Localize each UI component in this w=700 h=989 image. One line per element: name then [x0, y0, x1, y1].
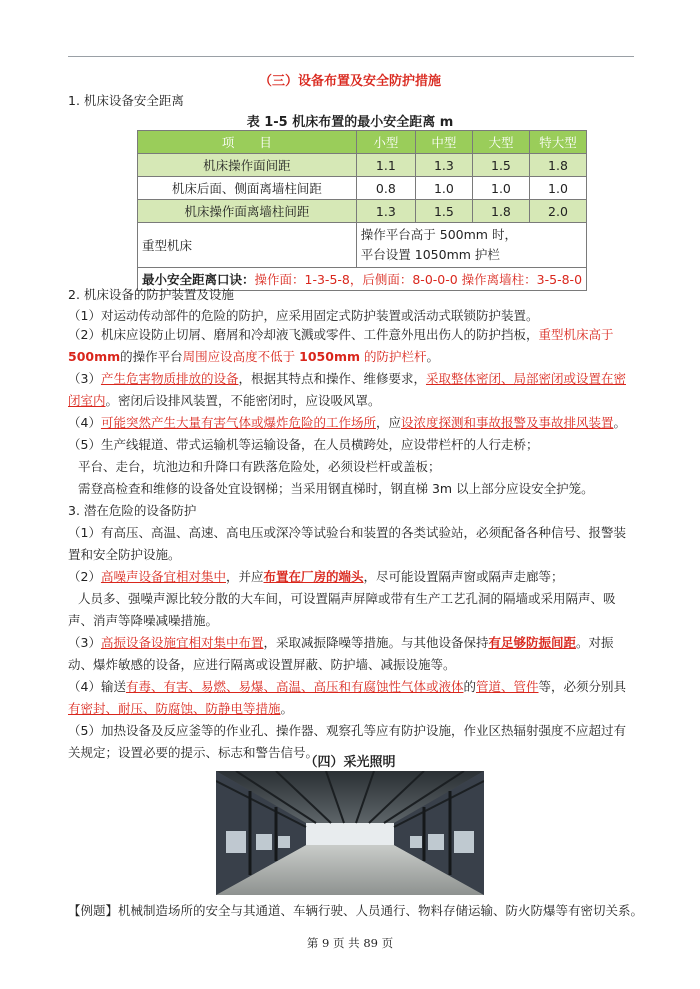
text-span: 等，必须分别具: [538, 679, 627, 694]
highlight-span: 布置在厂房的端头: [263, 569, 364, 584]
cell-value: 2.0: [529, 200, 586, 223]
warehouse-interior-image: [216, 771, 484, 895]
text-span: ，根据其特点和操作、维修要求，: [238, 371, 426, 386]
item2-p6: 平台、走台，坑池边和升降口有跌落危险处，必须设栏杆或盖板；: [78, 459, 441, 474]
text-span: ，并应: [225, 569, 264, 584]
highlight-span: 重型机床高于: [538, 327, 614, 342]
text-span: （3）: [68, 371, 101, 386]
table-row: [138, 200, 587, 223]
highlight-span: 1050mm: [299, 349, 360, 364]
text-span: （3）: [68, 635, 101, 650]
header-small: 小型: [356, 131, 415, 154]
text-span: 的: [463, 679, 476, 694]
highlight-span: 采取整体密闭、局部密闭或设置在密闭室内: [68, 371, 626, 408]
heavy-note-line-2: 平台设置 1050mm 护栏: [360, 247, 500, 262]
text-span: （4）: [68, 415, 101, 430]
highlight-span: 高噪声设备宜相对集中: [100, 569, 226, 584]
item2-p5: （5）生产线辊道、带式运输机等运输设备，在人员横跨处，应设带栏杆的人行走桥；: [68, 437, 539, 452]
text-span: 的操作平台: [120, 349, 183, 364]
mnemonic-label: 最小安全距离口诀：: [142, 272, 255, 287]
mnemonic-text: 操作面：1-3-5-8，后侧面：8-0-0-0 操作离墙柱：3-5-8-0: [254, 272, 583, 287]
table-caption: 表 1-5 机床布置的最小安全距离 m: [246, 115, 454, 130]
table-header-row: [138, 131, 587, 154]
cell-value: 1.5: [415, 200, 472, 223]
cell-value: 1.5: [472, 154, 529, 177]
highlight-span: 可能突然产生大量有害气体或爆炸危险的工作场所: [100, 415, 376, 430]
highlight-span: 产生危害物质排放的设备: [100, 371, 239, 386]
item2-p4: [68, 412, 638, 434]
row-label: 机床操作面间距: [138, 154, 357, 177]
item3-p6: （5）加热设备及反应釜等的作业孔、操作器、观察孔等应有防护设施，作业区热辐射强度不应超过有关规定；设置必要的提示、标志和警告信号。: [68, 723, 626, 760]
heavy-note-line-1: 操作平台高于 500mm 时，: [360, 227, 517, 242]
text-span: ，应: [375, 415, 401, 430]
cell-value: 1.3: [415, 154, 472, 177]
item3-heading: 3. 潜在危险的设备防护: [68, 503, 197, 518]
text-span: 。对振动、爆炸敏感的设备，应进行隔离或设置屏蔽、防护墙、减振设施等。: [68, 635, 614, 672]
header-rule: [68, 56, 634, 57]
cell-value: 1.3: [356, 200, 415, 223]
text-span: （2）机床应设防止切屑、磨屑和冷却液飞溅或零件、工件意外甩出伤人的防护挡板，: [68, 327, 539, 342]
cell-value: 1.0: [472, 177, 529, 200]
item2-heading: 2. 机床设备的防护装置及设施: [68, 287, 234, 302]
header-medium: 中型: [415, 131, 472, 154]
header-large: 大型: [472, 131, 529, 154]
section-title-layout: （三）设备布置及安全防护措施: [258, 74, 441, 89]
heavy-note: [356, 223, 586, 268]
item2-p1: （1）对运动传动部件的危险的防护，应采用固定式防护装置或活动式联锁防护装置。: [68, 308, 539, 323]
safety-distance-table: [137, 130, 587, 291]
example-text: 【例题】机械制造场所的安全与其通道、车辆行驶、人员通行、物料存储运输、防火防爆等有密切关系。: [68, 903, 644, 918]
heavy-label: 重型机床: [138, 223, 357, 268]
cell-value: 1.8: [529, 154, 586, 177]
text-span: 。: [613, 415, 627, 430]
item3-p2: [68, 566, 638, 588]
highlight-span: 有毒、有害、易燃、易爆、高温、高压和有腐蚀性气体或液体: [125, 679, 464, 694]
warehouse-photo: [216, 771, 484, 895]
cell-value: 1.0: [529, 177, 586, 200]
item2-p3: [68, 368, 634, 412]
text-span: 。: [426, 349, 439, 364]
row-label: 机床后面、侧面离墙柱间距: [138, 177, 357, 200]
text-span: ，尽可能设置隔声窗或隔声走廊等；: [363, 569, 564, 584]
highlight-span: 500mm: [68, 349, 121, 364]
item2-p2: [68, 324, 634, 368]
cell-value: 1.8: [472, 200, 529, 223]
highlight-span: 周围应设高度不低于: [182, 349, 300, 364]
highlight-span: 有密封、耐压、防腐蚀、防静电等措施: [68, 701, 281, 716]
highlight-span: 有足够防振间距: [488, 635, 576, 650]
cell-value: 1.1: [356, 154, 415, 177]
item3-p5: [68, 676, 634, 720]
text-span: ，采取减振降噪等措施。与其他设备保持: [263, 635, 489, 650]
header-xlarge: 特大型: [529, 131, 586, 154]
text-span: （4）输送: [68, 679, 126, 694]
item1-heading: 1. 机床设备安全距离: [68, 93, 184, 108]
header-item: 项 目: [138, 131, 357, 154]
section-title-lighting: （四）采光照明: [304, 755, 396, 770]
highlight-span: 设浓度探测和事故报警及事故排风装置: [400, 415, 614, 430]
text-span: 。: [280, 701, 294, 716]
page-footer: 第 9 页 共 89 页: [306, 936, 394, 950]
highlight-span: 管道、管件: [475, 679, 539, 694]
item2-p7: 需登高检查和维修的设备处宜设钢梯；当采用钢直梯时，钢直梯 3m 以上部分应设安全护笼。: [78, 481, 594, 496]
cell-value: 0.8: [356, 177, 415, 200]
text-span: （2）: [68, 569, 101, 584]
cell-value: 1.0: [415, 177, 472, 200]
highlight-span: 高振设备设施宜相对集中布置: [100, 635, 264, 650]
text-span: 。密闭后设排风装置，不能密闭时，应设吸风罩。: [105, 393, 381, 408]
table-row: [138, 177, 587, 200]
item3-p3: 人员多、强噪声源比较分散的大车间，可设置隔声屏障或带有生产工艺孔洞的隔墙或采用隔声、吸声、消声等降噪减噪措施。: [68, 591, 616, 628]
highlight-span: 的防护栏杆: [360, 349, 427, 364]
row-label: 机床操作面离墙柱间距: [138, 200, 357, 223]
table-row: [138, 154, 587, 177]
item3-p4: [68, 632, 634, 676]
item3-p1: （1）有高压、高温、高速、高电压或深冷等试验台和装置的各类试验站，必须配备各种信号、报警装置和安全防护设施。: [68, 525, 626, 562]
table-row-heavy: [138, 223, 587, 268]
